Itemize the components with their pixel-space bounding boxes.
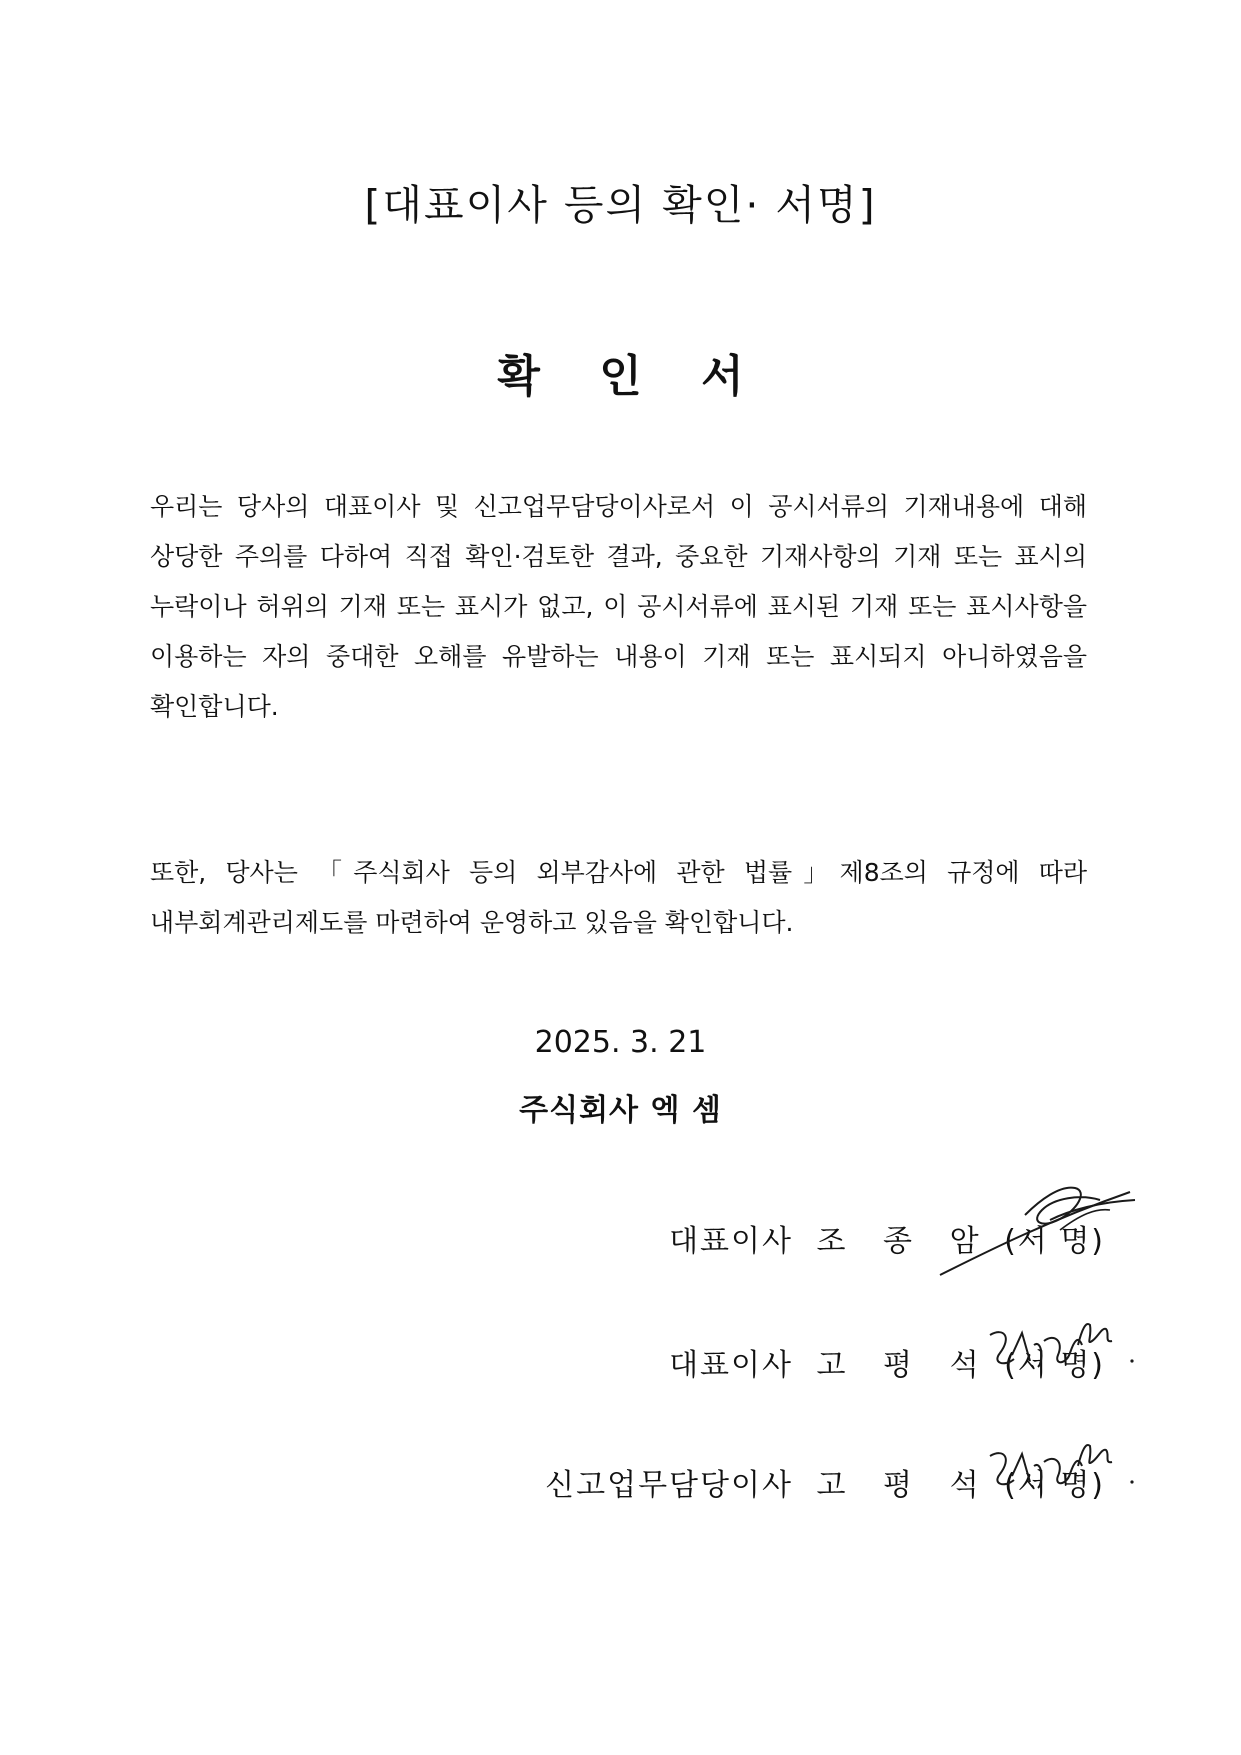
signatory-role: 신고업무담당이사 xyxy=(545,1468,793,1503)
document-date: 2025. 3. 21 xyxy=(534,1025,707,1060)
signature-label: (서 명) xyxy=(1004,1468,1105,1503)
signatory-role: 대표이사 xyxy=(669,1348,793,1383)
signatory-disclosure-officer xyxy=(545,1460,1105,1504)
signatory-name: 고 평 석 xyxy=(816,1348,993,1383)
internal-control-paragraph: 또한, 당사는 「주식회사 등의 외부감사에 관한 법률」제8조의 규정에 따라 내부회계관리제도를 마련하여 운영하고 있음을 확인합니다. xyxy=(150,858,1087,937)
document-title: 확 인 서 xyxy=(497,351,766,402)
confirmation-paragraph: 우리는 당사의 대표이사 및 신고업무담당이사로서 이 공시서류의 기재내용에 대해 상당한 주의를 다하여 직접 확인·검토한 결과, 중요한 기재사항의 기재 또는 표시의 누락이나 허위의 기재 또는 표시가 없고, 이 공시서류에 표시된 기재 또는 표시사항을 이용하는 자의 중대한 오해를 유발하는 내용이 기재 또는 표시되지 아니하였음을 확인합니다. xyxy=(150,492,1087,721)
signatory-ceo-2 xyxy=(669,1340,1105,1384)
signatory-role: 대표이사 xyxy=(669,1224,793,1259)
signatory-name: 조 종 암 xyxy=(816,1224,993,1259)
header-title: [대표이사 등의 확인· 서명] xyxy=(364,181,877,229)
company-name: 주식회사 엑 셈 xyxy=(519,1093,722,1128)
signature-label: (서 명) xyxy=(1004,1224,1105,1259)
signature-label: (서 명) xyxy=(1004,1348,1105,1383)
signatory-ceo-1 xyxy=(669,1216,1105,1260)
signatory-name: 고 평 석 xyxy=(816,1468,993,1503)
